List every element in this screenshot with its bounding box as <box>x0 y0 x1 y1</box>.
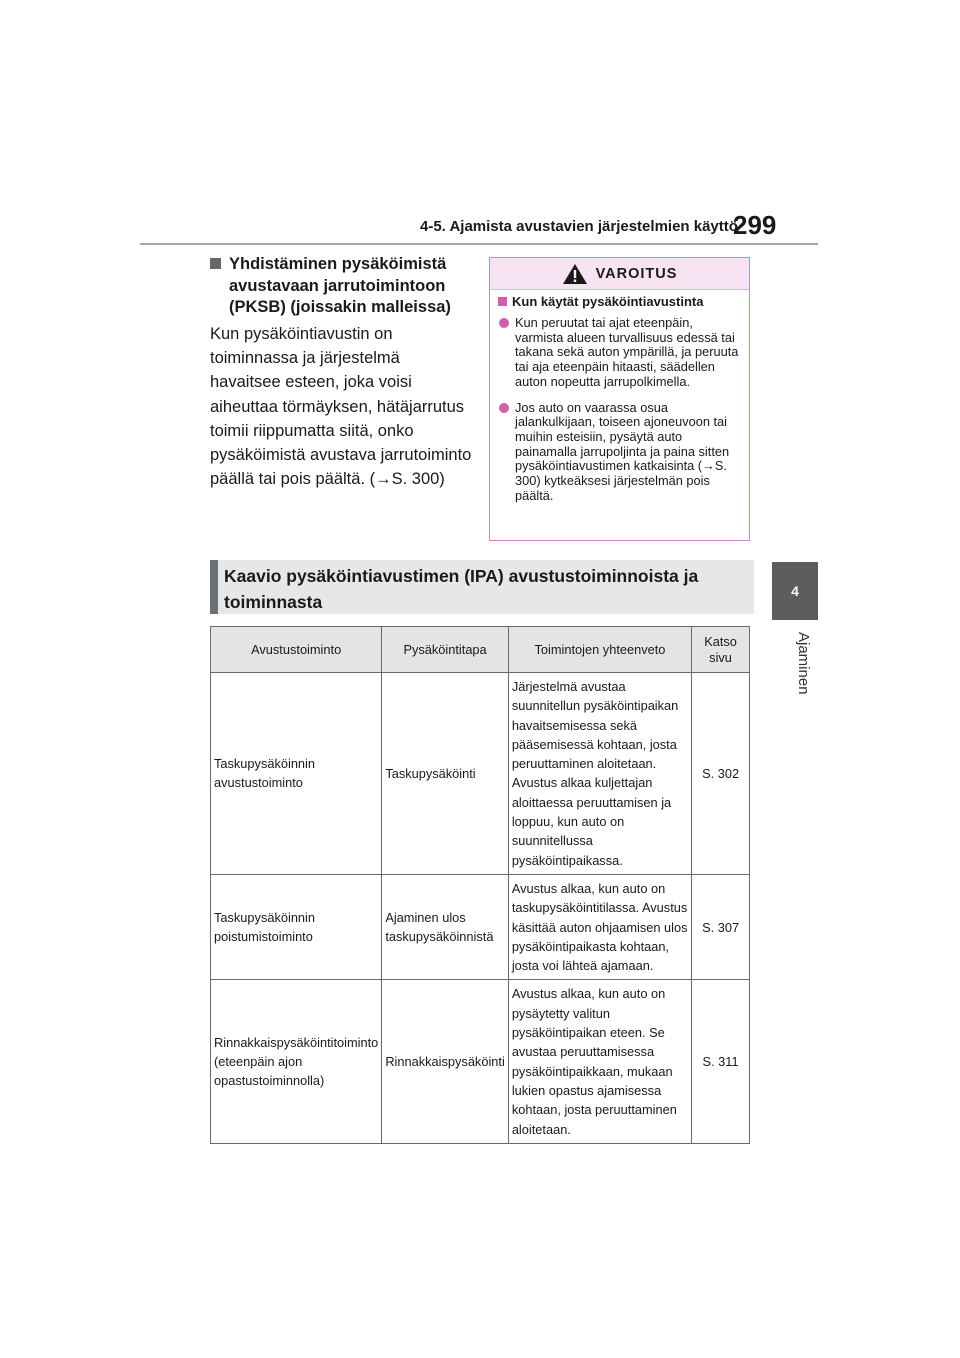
page-ref-cell[interactable]: S. 311 <box>692 980 750 1143</box>
warning-item <box>490 401 749 504</box>
circle-bullet-icon <box>499 318 509 328</box>
square-bullet-icon <box>210 258 221 269</box>
table-row <box>211 673 750 875</box>
column-header: Toimintojen yhteenveto <box>508 627 691 673</box>
table-header-row <box>211 627 750 673</box>
warning-title: VAROITUS <box>595 265 678 282</box>
summary-table <box>210 626 750 1144</box>
page-ref-cell[interactable]: S. 307 <box>692 874 750 979</box>
table-row <box>211 874 750 979</box>
section-title: 4-5. Ajamista avustavien järjestelmien käyttö <box>420 218 738 235</box>
chapter-label: Ajaminen <box>795 632 812 695</box>
warning-triangle-icon <box>562 263 588 285</box>
method-cell: Taskupysäköinti <box>382 673 509 875</box>
function-cell: Taskupysäköinnin avustustoiminto <box>211 673 382 875</box>
section-heading <box>210 254 491 319</box>
column-header: Katso sivu <box>692 627 750 673</box>
circle-bullet-icon <box>499 403 509 413</box>
summary-cell: Avustus alkaa, kun auto on pysäytetty valitun pysäköintipaikan eteen. Se avustaa peruuttamisessa pysäköintipaikkaan, mukaan lukien opastus ajamisessa kohtaan, josta peruuttaminen aloitetaan. <box>508 980 691 1143</box>
column-header: Pysäköintitapa <box>382 627 509 673</box>
column-header: Avustustoiminto <box>211 627 382 673</box>
summary-cell: Avustus alkaa, kun auto on taskupysäköintitilassa. Avustus käsittää auton ohjaamisen ulos pysäköintipaikasta kohtaan, josta voi lähteä ajamaan. <box>508 874 691 979</box>
warning-header <box>490 258 749 290</box>
page-number: 299 <box>733 210 777 240</box>
warning-item <box>490 316 749 390</box>
method-cell: Ajaminen ulos taskupysäköinnistä <box>382 874 509 979</box>
square-bullet-icon <box>498 297 507 306</box>
chapter-tab[interactable]: 4 <box>772 562 818 620</box>
summary-cell: Järjestelmä avustaa suunnitellun pysäköintipaikan havaitsemisessa sekä pääsemisessä kohtaan, josta peruuttaminen aloitetaan. Avustus alkaa kuljettajan aloittaessa peruuttamisen ja loppuu, kun auto on suunnitellussa pysäköintipaikassa. <box>508 673 691 875</box>
warning-subheading-text: Kun käytät pysäköintiavustinta <box>512 294 704 309</box>
method-cell: Rinnakkaispysäköinti <box>382 980 509 1143</box>
section-heading-text: Yhdistäminen pysäköimistä avustavaan jarrutoimintoon (PKSB) (joissakin malleissa) <box>229 255 451 316</box>
warning-item-text: Kun peruutat tai ajat eteenpäin, varmista alueen turvallisuus edessä tai takana sekä auton ympärillä, ja peruuta tai aja eteenpäin hitaasti, säädellen auton nopeutta jarrupolkimella. <box>515 315 739 389</box>
warning-box <box>489 257 750 541</box>
table-row <box>211 980 750 1143</box>
page-ref-cell[interactable]: S. 302 <box>692 673 750 875</box>
function-cell: Taskupysäköinnin poistumistoiminto <box>211 874 382 979</box>
table-heading: Kaavio pysäköintiavustimen (IPA) avustustoiminnoista ja toiminnasta <box>210 560 754 614</box>
header-divider <box>140 243 818 245</box>
function-cell: Rinnakkaispysäköintitoiminto (eteenpäin ajon opastustoiminnolla) <box>211 980 382 1143</box>
warning-subheading <box>490 290 749 309</box>
section-body: Kun pysäköintiavustin on toiminnassa ja järjestelmä havaitsee esteen, joka voisi aiheuttaa törmäyksen, hätäjarrutus toimii riippumatta siitä, onko pysäköimistä avustava jarrutoiminto päällä tai pois päältä. (→S. 300) <box>210 325 472 489</box>
warning-item-text: Jos auto on vaarassa osua jalankulkijaan, toiseen ajoneuvoon tai muihin esteisiin, pysäytä auto painamalla jarrupoljinta ja paina sitten pysäköintiavustimen katkaisinta (→S. 300) kytkeäksesi järjestelmän pois päältä. <box>515 399 730 503</box>
